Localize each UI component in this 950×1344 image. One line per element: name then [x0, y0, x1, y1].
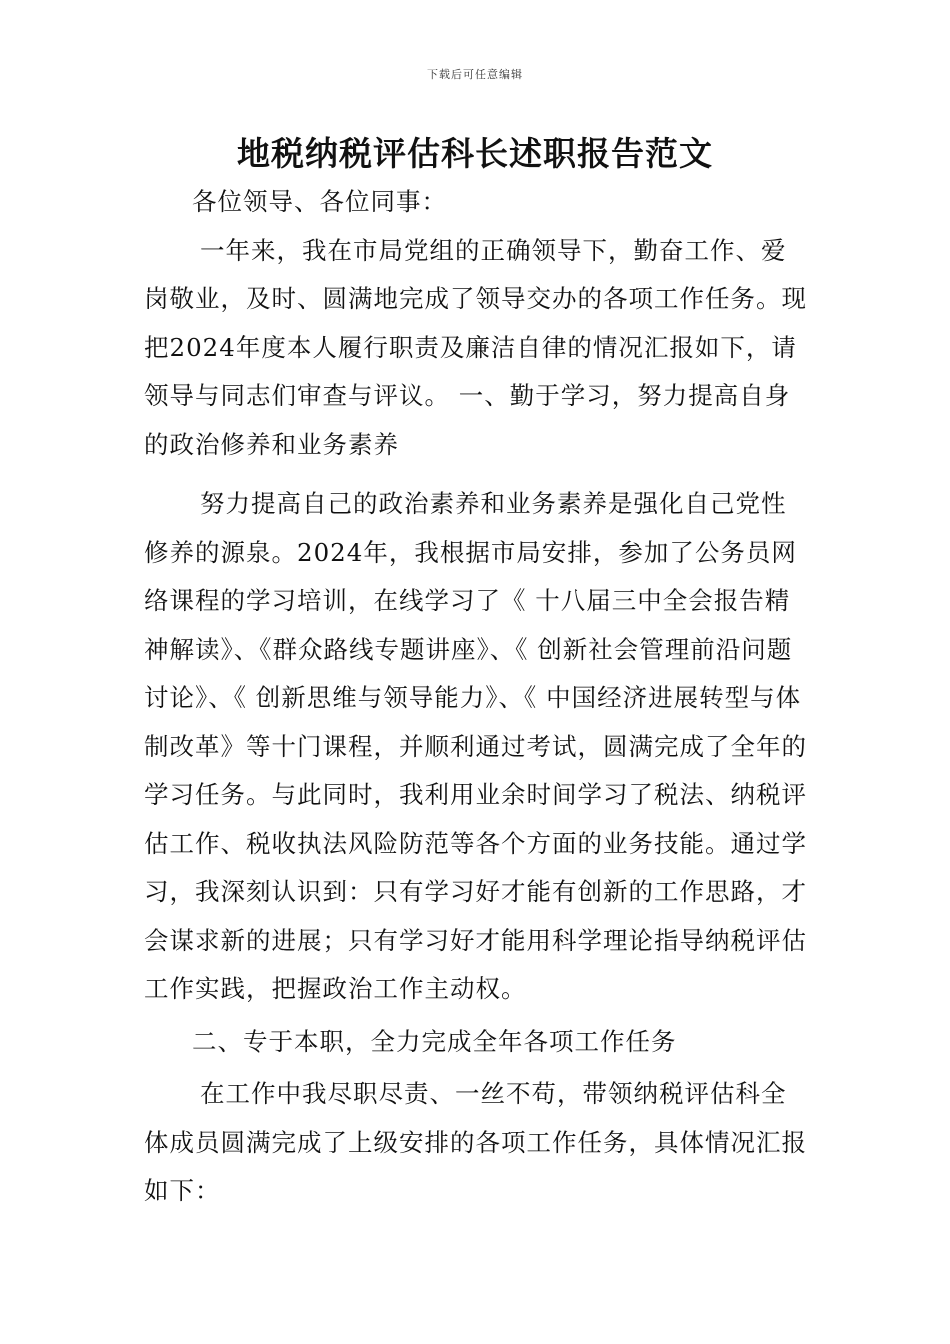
header-note: 下载后可任意编辑 — [427, 68, 523, 81]
paragraph-study: 努力提高自己的政治素养和业务素养是强化自己党性修养的源泉。2024年，我根据市局安排，参加了公务员网络课程的学习培训，在线学习了《 十八届三中全会报告精神解读》、《群众路线专题讲座》、《 创新社会管理前沿问题讨论》、《 创新思维与领导能力》、《 中国经济进展转型与体制改革》等十门课程，并顺利通过考试，圆满完成了全年的学习任务。与此同时，我利用业余时间学习了税法、纳税评估工作、税收执法风险防范等各个方面的业务技能。通过学习，我深刻认识到：只有学习好才能有创新的工作思路，才会谋求新的进展；只有学习好才能用科学理论指导纳税评估工作实践，把握政治工作主动权。 — [144, 489, 807, 1003]
section-heading-2: 二、专于本职，全力完成全年各项工作任务 — [192, 1026, 677, 1056]
paragraph-work: 在工作中我尽职尽责、一丝不苟，带领纳税评估科全体成员圆满完成了上级安排的各项工作任务，具体情况汇报如下： — [144, 1079, 807, 1205]
document-title: 地税纳税评估科长述职报告范文 — [237, 134, 713, 173]
salutation: 各位领导、各位同事： — [192, 187, 447, 216]
document-body — [144, 178, 808, 1216]
paragraph-intro: 一年来，我在市局党组的正确领导下，勤奋工作、爱岗敬业，及时、圆满地完成了领导交办的各项工作任务。现把2024年度本人履行职责及廉洁自律的情况汇报如下，请领导与同志们审查与评议。 一、勤于学习，努力提高自身的政治修养和业务素养 — [144, 235, 807, 459]
